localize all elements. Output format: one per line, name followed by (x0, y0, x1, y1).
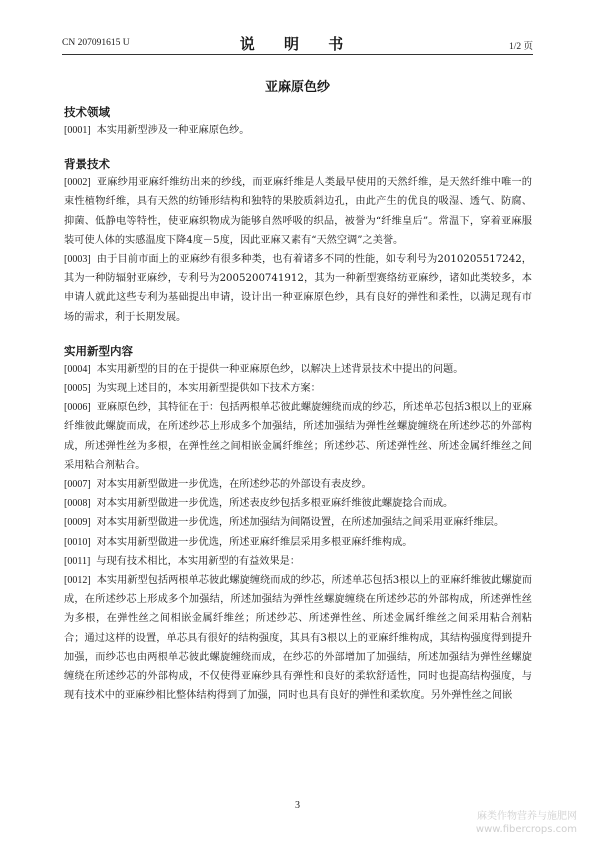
paragraph (64, 121, 532, 140)
watermark-title: 麻类作物营养与施肥网 (477, 811, 577, 822)
watermark-url: www.fibercrops.com (475, 824, 577, 835)
page-number: 3 (295, 800, 300, 811)
paragraph (64, 360, 532, 379)
paragraph (64, 398, 532, 475)
paragraph-text: 对本实用新型做进一步优选，所述加强结为间隔设置，在所述加强结之间采用亚麻纤维层。 (96, 517, 505, 529)
paragraph-number: [0001] (64, 125, 91, 136)
paragraph-number: [0007] (64, 479, 91, 491)
paragraph (64, 250, 532, 327)
paragraph-text: 本实用新型包括两根单芯彼此螺旋缠绕而成的纱芯，所述单芯包括3根以上的亚麻纤维彼此螺旋而成，在所述纱芯上形成多个加强结，所述加强结为弹性丝螺旋缠绕在所述纱芯的外部构成，所述弹性丝为多根，在弹性丝之间相嵌金属纤维丝；所述纱芯、所述弹性丝、所述金属纤维丝之间采用粘合剂粘合；通过这样的设置，单芯具有很好的结构强度，其具有3根以上的亚麻纤维构成，其结构强度得到提升加强，而纱芯也由两根单芯彼此螺旋缠绕而成，在纱芯的外部增加了加强结，所述加强结为弹性丝螺旋缠绕在所述纱芯的外部构成，不仅使得亚麻纱具有弹性和良好的柔软舒适性，同时也提高结构强度，与现有技术中的亚麻纱相比整体结构得到了加强，同时也具有良好的弹性和柔软度。另外弹性丝之间嵌 (64, 575, 532, 702)
paragraph-number: [0008] (64, 498, 91, 510)
paragraph (64, 571, 532, 705)
paragraph-text: 本实用新型的目的在于提供一种亚麻原色纱，以解决上述背景技术中提出的问题。 (96, 363, 464, 375)
paragraph-text: 亚麻纱用亚麻纤维纺出来的纱线，而亚麻纤维是人类最早使用的天然纤维，是天然纤维中唯一的束性植物纤维，具有天然的纺锤形结构和独特的果胶质斜边孔，由此产生的优良的吸湿、透气、防腐、抑菌、低静电等特性，使亚麻织物成为能够自然呼吸的织品，被誉为“纤维皇后”。常温下，穿着亚麻服装可使人体的实感温度下降4度－5度，因此亚麻又素有“天然空调”之美誉。 (64, 177, 532, 246)
document-title: 亚麻原色纱 (264, 80, 330, 95)
paragraph-text: 对本实用新型做进一步优选，所述亚麻纤维层采用多根亚麻纤维构成。 (96, 536, 413, 548)
paragraph (64, 533, 532, 552)
paragraph-number: [0010] (64, 536, 91, 548)
document-body (64, 104, 532, 705)
section-heading-tech-field: 技术领域 (64, 105, 110, 119)
paragraph-number: [0004] (64, 363, 91, 375)
paragraph-number: [0002] (64, 177, 91, 189)
paragraph (64, 173, 532, 250)
header-divider (62, 54, 533, 55)
paragraph-number: [0011] (64, 555, 91, 567)
document-type-heading: 说 明 书 (239, 35, 356, 53)
section-heading-content: 实用新型内容 (64, 343, 133, 358)
paragraph-number: [0003] (64, 254, 91, 266)
paragraph (64, 475, 532, 494)
paragraph (64, 494, 532, 513)
paragraph-text: 对本实用新型做进一步优选，在所述纱芯的外部设有表皮纱。 (96, 479, 372, 491)
paragraph-text: 亚麻原色纱，其特征在于：包括两根单芯彼此螺旋缠绕而成的纱芯，所述单芯包括3根以上的亚麻纤维彼此螺旋而成，在所述纱芯上形成多个加强结，所述加强结为弹性丝螺旋缠绕在所述纱芯的外部构成，所述弹性丝为多根，在弹性丝之间相嵌金属纤维丝；所述纱芯、所述弹性丝、所述金属纤维丝之间采用粘合剂粘合。 (64, 402, 532, 471)
paragraph-text: 为实现上述目的，本实用新型提供如下技术方案： (96, 383, 321, 395)
paragraph-text: 与现有技术相比，本实用新型的有益效果是： (96, 555, 301, 567)
paragraph-text: 由于目前市面上的亚麻纱有很多种类，也有着诸多不同的性能，如专利号为2010205517242，其为一种防辐射亚麻纱，专利号为2005200741912，其为一种新型赛络纺亚麻纱，诸如此类较多，本申请人就此这些专利为基础提出申请，设计出一种亚麻原色纱，具有良好的弹性和柔性，以满足现有市场的需求，利于长期发展。 (64, 254, 532, 323)
paragraph (64, 513, 532, 532)
paragraph (64, 552, 532, 571)
paragraph-number: [0012] (64, 575, 91, 587)
watermark (476, 810, 577, 836)
paragraph-number: [0006] (64, 402, 91, 414)
paragraph-text: 对本实用新型做进一步优选，所述表皮纱包括多根亚麻纤维彼此螺旋捻合而成。 (96, 498, 454, 510)
paragraph-text: 本实用新型涉及一种亚麻原色纱。 (96, 125, 250, 136)
paragraph-number: [0005] (64, 383, 91, 395)
section-heading-background: 背景技术 (64, 157, 110, 172)
paragraph-number: [0009] (64, 517, 91, 529)
paragraph (64, 379, 532, 398)
page-indicator: 1/2 页 (508, 42, 533, 52)
publication-number: CN 207091615 U (62, 38, 130, 48)
